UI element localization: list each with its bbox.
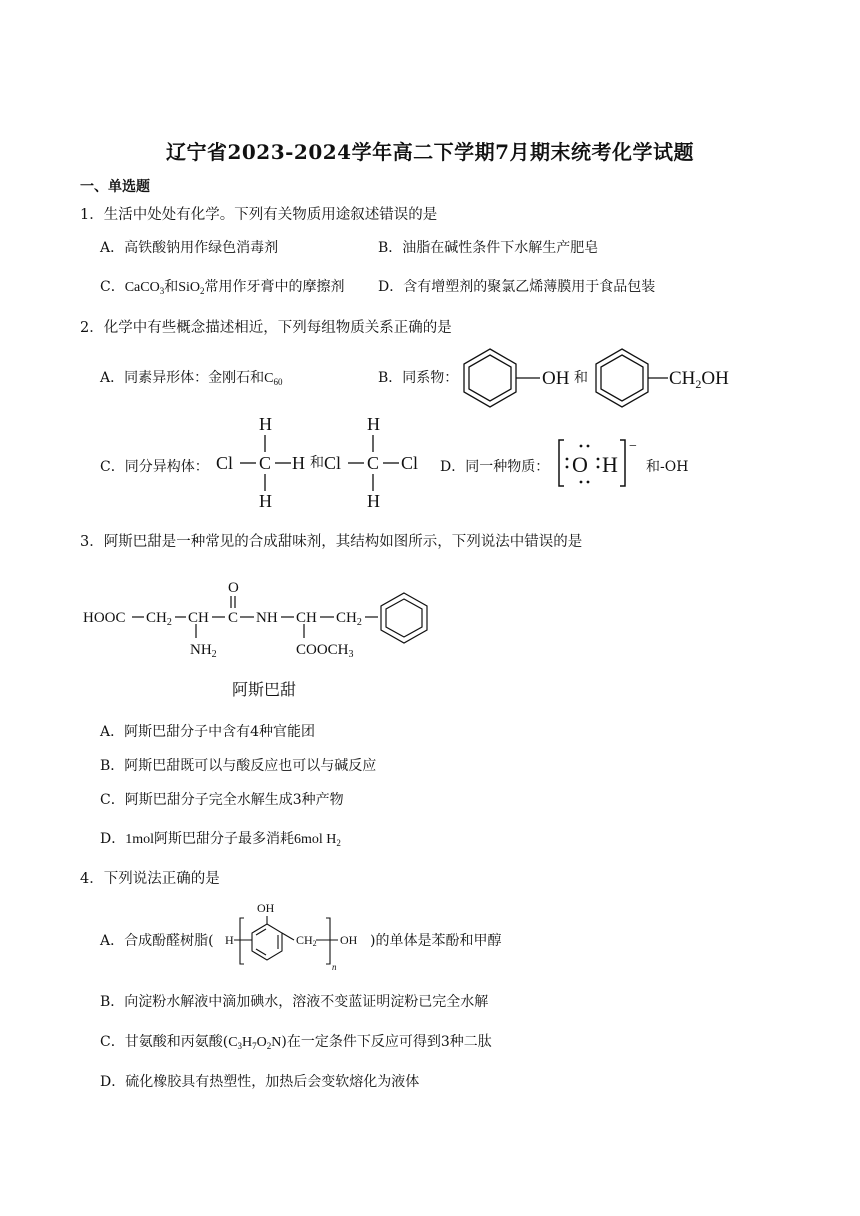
hydrogen-atom: H — [259, 491, 272, 511]
q4-option-c[interactable] — [100, 1031, 492, 1051]
q1-stem: 1．生活中处处有化学。下列有关物质用途叙述错误的是 — [80, 207, 438, 223]
hydroxyl-label: OH — [257, 901, 275, 915]
amino-label — [190, 642, 217, 660]
carbonyl-carbon: C — [228, 610, 239, 626]
q3-option-a[interactable]: A．阿斯巴甜分子中含有4种官能团 — [100, 724, 316, 740]
q4-option-a-rest: )的单体是苯酚和甲醇 — [370, 933, 502, 949]
subscript: 2 — [356, 617, 362, 628]
q3-option-b[interactable]: B．阿斯巴甜既可以与酸反应也可以与碱反应 — [100, 758, 377, 774]
oxygen-atom: O — [572, 452, 588, 477]
option-text: A．同素异形体：金刚石和 — [100, 370, 265, 386]
option-text: 阿斯巴甜分子最多消耗 — [154, 831, 295, 847]
formula: CaCO — [124, 280, 160, 295]
subscript: 7 — [252, 1041, 257, 1051]
formula: O — [256, 1035, 267, 1050]
q1-option-c[interactable] — [100, 276, 345, 296]
methylene-label — [146, 610, 172, 628]
q3-option-c[interactable]: C．阿斯巴甜分子完全水解生成3种产物 — [100, 792, 344, 808]
q2-option-d-rest: 和-OH — [646, 459, 689, 475]
q1-option-a[interactable]: A．高铁酸钠用作绿色消毒剂 — [100, 240, 279, 256]
charge-sign: − — [629, 439, 637, 454]
ch2-part: CH — [336, 610, 357, 626]
bracket-right — [620, 440, 625, 486]
option-text: 常用作牙膏中的摩擦剂 — [204, 279, 345, 295]
subscript: 2 — [266, 1041, 272, 1051]
formula: 1mol — [125, 832, 155, 847]
q4-option-d[interactable]: D．硫化橡胶具有热塑性，加热后会变软熔化为液体 — [100, 1074, 420, 1090]
q2-option-d[interactable]: D．同一种物质： — [440, 459, 550, 475]
section-heading: 一、单选题 — [80, 179, 150, 195]
methine-label: CH — [296, 610, 317, 626]
subscript: 60 — [273, 377, 283, 387]
ch2-part: CH — [146, 610, 167, 626]
option-label: C． — [100, 279, 125, 295]
structure-caption: 阿斯巴甜 — [232, 680, 297, 699]
bracket-left — [559, 440, 564, 486]
option-text: )在一定条件下反应可得到3种二肽 — [281, 1034, 492, 1050]
subscript: 3 — [348, 649, 354, 660]
formula: SiO — [178, 280, 201, 295]
formula: N — [271, 1035, 282, 1050]
repeat-count: n — [332, 962, 337, 972]
option-label: D． — [100, 831, 126, 847]
q2-option-c-structures — [214, 412, 434, 516]
ester-label — [296, 642, 354, 660]
conjunction: 和 — [310, 456, 324, 471]
subscript: 2 — [695, 377, 702, 391]
subscript: 3 — [237, 1041, 243, 1051]
benzene-ring — [596, 349, 648, 407]
subscript: 3 — [159, 286, 165, 296]
q4-option-a[interactable]: A．合成酚醛树脂( — [100, 933, 214, 949]
methylene-label — [336, 610, 362, 628]
carboxyl-label: HOOC — [83, 610, 126, 626]
q3-option-d[interactable] — [100, 828, 341, 848]
q1-option-b[interactable]: B．油脂在碱性条件下水解生产肥皂 — [378, 240, 599, 256]
q2-option-c[interactable]: C．同分异构体： — [100, 459, 209, 475]
hydrogen-atom: H — [367, 491, 380, 511]
chlorine-atom: Cl — [216, 453, 234, 473]
subscript: 2 — [211, 649, 217, 660]
formula: C — [264, 371, 274, 386]
hydrogen-atom: H — [259, 414, 272, 434]
ester-part: COOCH — [296, 642, 349, 658]
hydroxyl-end: OH — [340, 933, 358, 947]
structure-bonds — [234, 916, 338, 940]
amide-nh: NH — [256, 610, 278, 626]
formula: 6mol H — [294, 832, 337, 847]
conjunction: 和 — [164, 279, 179, 295]
q4-option-b[interactable]: B．向淀粉水解液中滴加碘水，溶液不变蓝证明淀粉已完全水解 — [100, 994, 489, 1010]
methine-label: CH — [188, 610, 209, 626]
hydroxyl-label: OH — [542, 368, 570, 389]
page-title: 辽宁省2023-2024学年高二下学期7月期末统考化学试题 — [165, 140, 695, 164]
chlorine-atom: Cl — [324, 453, 342, 473]
ch2oh-part: OH — [701, 368, 729, 389]
hydrogen-atom: H — [602, 452, 618, 477]
carbon-atom: C — [367, 453, 380, 473]
subscript: 2 — [200, 286, 205, 296]
ch2oh-label — [669, 368, 729, 391]
subscript: 2 — [166, 617, 172, 628]
subscript: 2 — [336, 838, 341, 848]
phenolic-resin-structure — [222, 896, 368, 974]
q2-stem: 2．化学中有些概念描述相近，下列每组物质关系正确的是 — [80, 320, 452, 336]
ch2-part: CH — [296, 933, 313, 947]
conjunction: 和 — [574, 371, 588, 386]
nh2-part: NH — [190, 642, 212, 658]
q4-stem: 4．下列说法正确的是 — [80, 871, 220, 887]
q2-option-b-structures — [460, 344, 750, 410]
chlorine-atom: Cl — [401, 453, 419, 473]
q1-option-d[interactable]: D．含有增塑剂的聚氯乙烯薄膜用于食品包装 — [378, 279, 656, 295]
formula: C — [228, 1035, 238, 1050]
q3-stem: 3．阿斯巴甜是一种常见的合成甜味剂，其结构如图所示，下列说法中错误的是 — [80, 534, 583, 550]
aspartame-structure — [80, 574, 440, 666]
benzene-ring — [381, 593, 427, 643]
methylene-label — [296, 933, 317, 948]
benzene-ring — [464, 349, 516, 407]
hydroxide-ion-structure — [556, 436, 646, 492]
benzene-ring — [252, 924, 282, 960]
option-text: C．甘氨酸和丙氨酸( — [100, 1034, 229, 1050]
hydrogen-end: H — [225, 933, 234, 947]
ch2oh-part: CH — [669, 368, 696, 389]
hydrogen-atom: H — [367, 414, 380, 434]
q2-option-a[interactable] — [100, 367, 282, 387]
formula: H — [242, 1035, 253, 1050]
hydrogen-atom: H — [292, 453, 305, 473]
carbon-atom: C — [259, 453, 272, 473]
subscript: 2 — [312, 939, 317, 948]
q2-option-b[interactable]: B．同系物： — [378, 370, 459, 386]
carbonyl-oxygen: O — [228, 580, 239, 596]
